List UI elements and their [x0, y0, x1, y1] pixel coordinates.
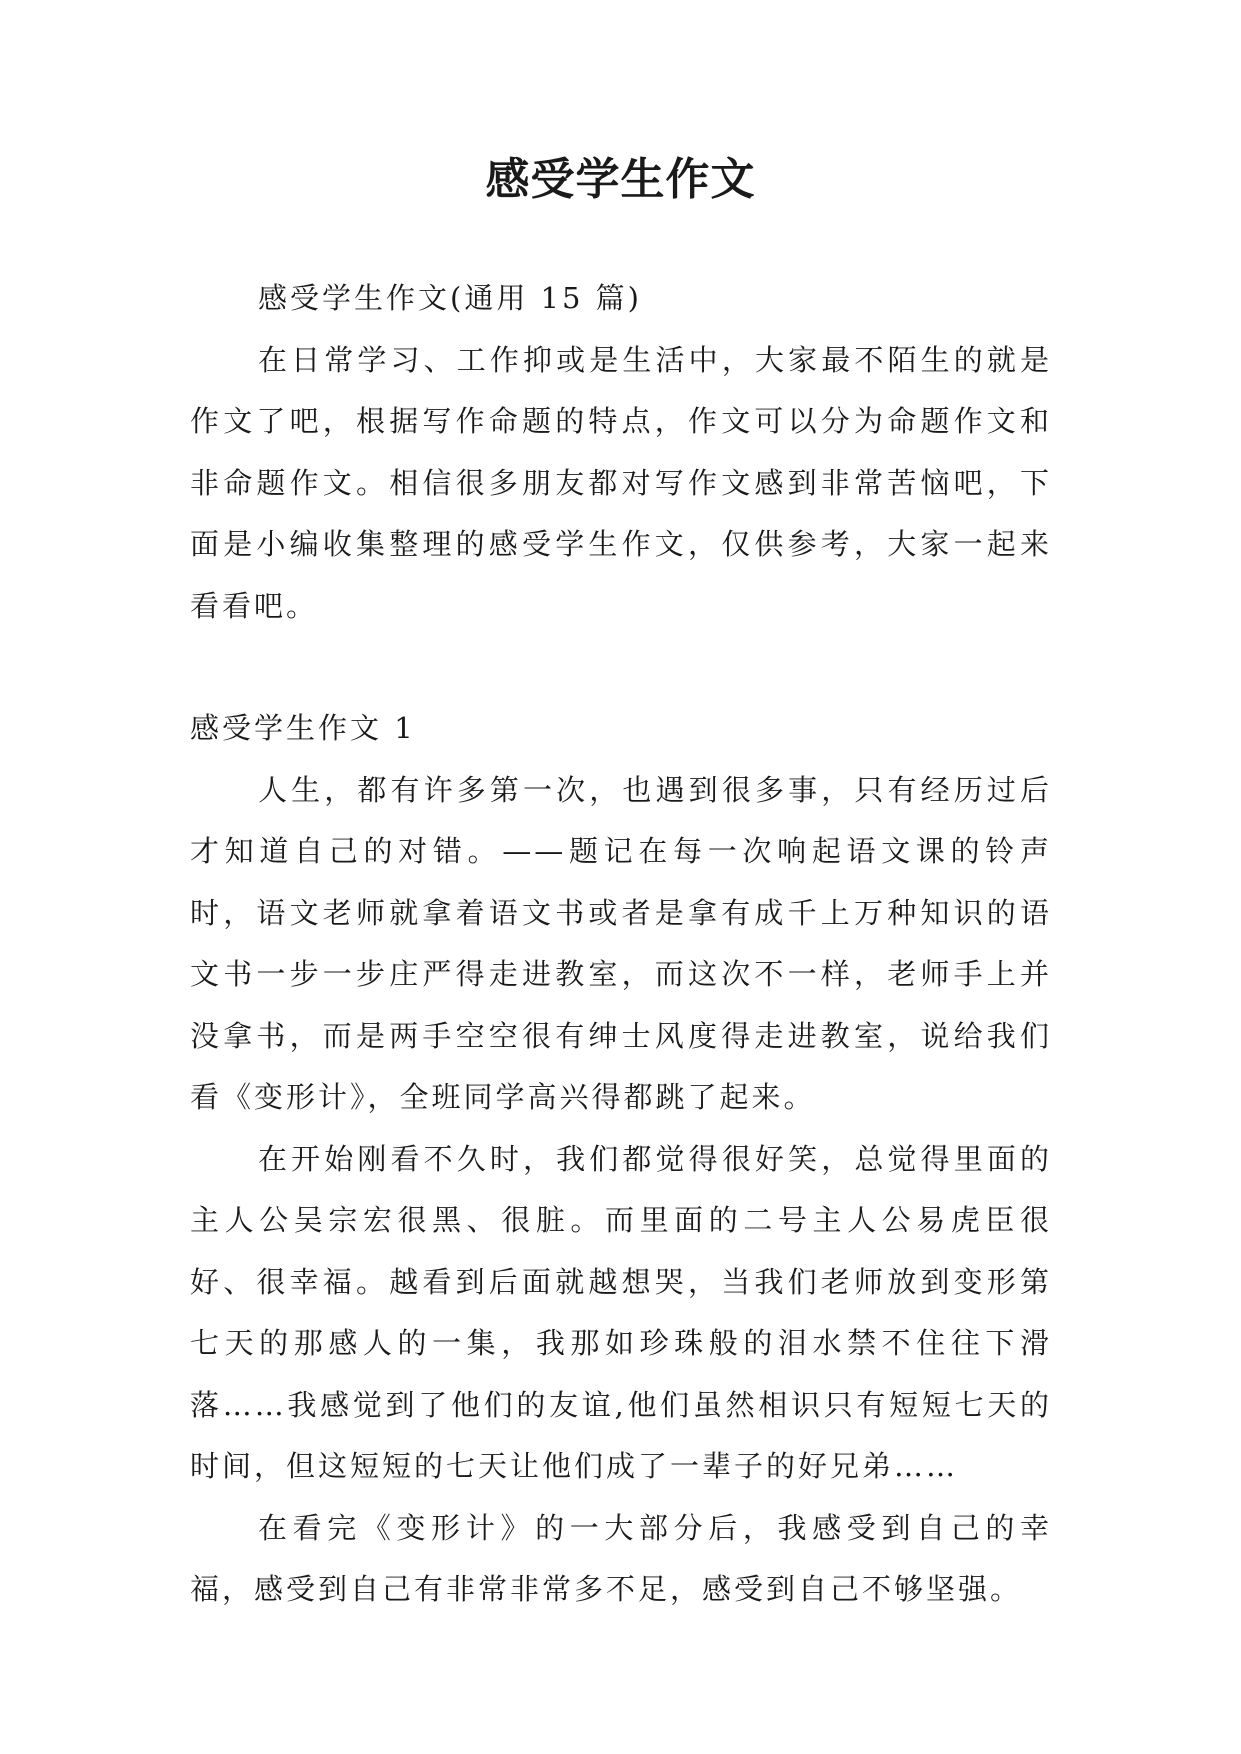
section-heading: 感受学生作文 1 [190, 711, 416, 745]
intro-paragraph: 在日常学习、工作抑或是生活中，大家最不陌生的就是作文了吧，根据写作命题的特点，作文可以分为命题作文和非命题作文。相信很多朋友都对写作文感到非常苦恼吧，下面是小编收集整理的感受学生作文，仅供参考，大家一起来看看吧。 [190, 342, 1052, 623]
section-paragraph-3: 在看完《变形计》的一大部分后，我感受到自己的幸福，感受到自己有非常非常多不足，感受到自己不够坚强。 [190, 1510, 1052, 1606]
document-title: 感受学生作文 [485, 154, 756, 205]
document-subtitle: 感受学生作文(通用 15 篇) [258, 281, 642, 315]
section-spacer [190, 637, 1052, 698]
section-paragraph-2: 在开始刚看不久时，我们都觉得很好笑，总觉得里面的主人公吴宗宏很黑、很脏。而里面的二号主人公易虎臣很好、很幸福。越看到后面就越想哭，当我们老师放到变形第七天的那感人的一集，我那如珍珠般的泪水禁不住往下滑落……我感觉到了他们的友谊,他们虽然相识只有短短七天的时间，但这短短的七天让他们成了一辈子的好兄弟…… [190, 1141, 1052, 1483]
section-paragraph-1: 人生，都有许多第一次，也遇到很多事，只有经历过后才知道自己的对错。——题记在每一次响起语文课的铃声时，语文老师就拿着语文书或者是拿有成千上万种知识的语文书一步一步庄严得走进教室，而这次不一样，老师手上并没拿书，而是两手空空很有绅士风度得走进教室，说给我们看《变形计》，全班同学高兴得都跳了起来。 [190, 772, 1052, 1114]
document-body [190, 268, 1052, 1621]
